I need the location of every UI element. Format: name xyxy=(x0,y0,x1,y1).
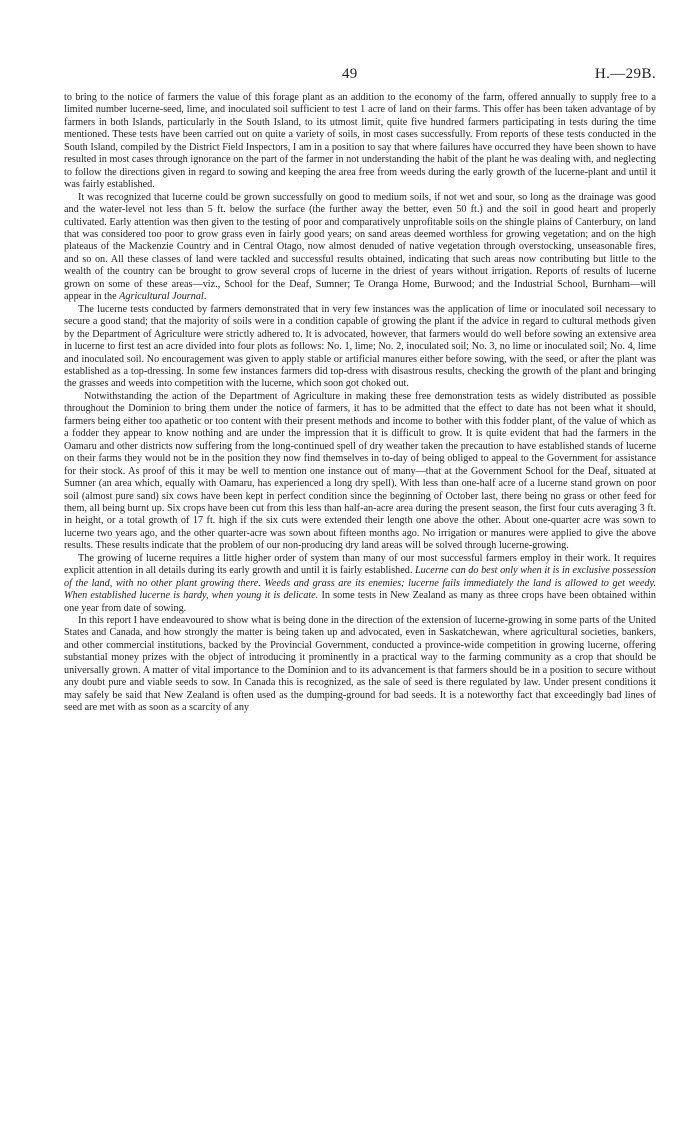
paragraph xyxy=(64,192,656,304)
paragraph-text: Notwithstanding the action of the Department of Agriculture in making these free demonstration tests as widely distributed as possible throughout the Dominion to bring them under the notice of farmers, it has to be admitted that the effect to date has not been what it should, farmers being either too apathetic or too content with their present methods and income to bother with this fodder plant, of the value of which as a fodder they appear to know nothing and are under the impression that it is difficult to grow. It is quite evident that had the farmers in the Oamaru and other districts now suffering from the long-continued spell of dry weather taken the precaution to have established stands of lucerne on their farms they would not be in the position they now find themselves in to-day of being obliged to appeal to the Government for assistance for their stock. As proof of this it may be well to mention one instance out of many—that at the Government School for the Deaf, situated at Sumner (an area which, equally with Oamaru, has experienced a long dry spell). With less than one-half acre of a lucerne stand grown on poor soil (almost pure sand) six cows have been kept in perfect condition since the beginning of October last, there being no grass or other feed for them, all being burnt up. Six crops have been cut from this less than half-an-acre area during the present season, the first four cuts averaging 3 ft. in height, or a total growth of 17 ft. high if the six cuts were extended their length one above the other. About one-quarter acre was sown to lucerne two years ago, and the other quarter-acre was sown about fifteen months ago. No irrigation or manures were applied to give the above results. These results indicate that the problem of our non-producing dry land areas will be solved through lucerne-growing. xyxy=(64,390,656,552)
paragraph xyxy=(64,615,656,715)
paragraph xyxy=(64,304,656,391)
paragraph-text: It was recognized that lucerne could be grown successfully on good to medium soils, if not wet and sour, so long as the drainage was good and the water-level not less than 5 ft. below the surface (the further away the better, even 50 ft.) and the soil in good heart and properly cultivated. Early attention was then given to the testing of poor and comparatively unprofitable soils on the shingle plains of Canterbury, on land that was considered too poor to grow grass even in fairly good years; on sand areas deemed worthless for growing vegetation; and on the high plateaus of the Mackenzie Country and in Central Otago, now almost denuded of native vegetation through overstocking, unseasonable fires, and so on. All these classes of land were tackled and successful results obtained, indicating that such areas now contributing but little to the wealth of the country can be brought to grow several crops of lucerne in the driest of years without irrigation. Reports of results of lucerne grown on some of these areas—viz., School for the Deaf, Sumner; Te Oranga Home, Burwood; and the Industrial School, Burnham—will appear in the xyxy=(64,191,656,303)
paragraph-text: The growing of lucerne requires a little higher order of system than many of our most successful farmers employ in their work. It requires explicit attention in all details during its early growth and until it is fairly established. xyxy=(64,552,656,577)
paragraph-text: The lucerne tests conducted by farmers demonstrated that in very few instances was the application of lime or inoculated soil necessary to secure a good stand; that the majority of soils were in a condition capable of growing the plant if the advice in regard to cultural methods given by the Department of Agriculture were strictly adhered to. It is advocated, however, that farmers would do well before sowing an extensive area in lucerne to first test an acre divided into four plots as follows: No. 1, lime; No. 2, inoculated soil; No. 3, no lime or inoculated soil; No. 4, lime and inoculated soil. No encouragement was given to apply stable or artificial manures either before sowing, with the seed, or after the plant was established as a top-dressing. In some few instances farmers did top-dress with disastrous results, checking the growth of the plant and bringing the grasses and weeds into competition with the lucerne, which soon got choked out. xyxy=(64,303,656,390)
italic-text: Lucerne can do best only when it is in exclusive possession of the land, with no other plant growing there. Weeds and grass are its enemies; lucerne fails immediately the land is allowed to get weedy. When established lucerne is hardy, when young it is delicate. xyxy=(64,565,656,602)
page-number: 49 xyxy=(342,66,358,82)
paragraph-text: . xyxy=(203,291,207,303)
paragraph-text: In this report I have endeavoured to show what is being done in the direction of the extension of lucerne-growing in some parts of the United States and Canada, and how strongly the matter is being taken up and advocated, even in Saskatchewan, where agricultural societies, bankers, and other commercial institutions, backed by the Provincial Government, conducted a province-wide competition in growing lucerne, offering substantial money prizes with the object of introducing it prominently in a practical way to the farming community as a crop that should be universally grown. A matter of vital importance to the Dominion and to its advancement is that farmers should be in a position to secure without any doubt pure and viable seeds to sow. In Canada this is recognized, as the sale of seed is there regulated by law. Under present conditions it may safely be said that New Zealand is often used as the dumping-ground for bad seeds. It is a noteworthy fact that exceedingly bad lines of seed are met with as soon as a scarcity of any xyxy=(64,615,656,714)
paragraph xyxy=(64,391,656,553)
document-reference: H.—29B. xyxy=(594,66,656,82)
document-body xyxy=(64,92,656,715)
document-page xyxy=(64,58,656,1124)
paragraph-text: to bring to the notice of farmers the value of this forage plant as an addition to the economy of the farm, offered annually to supply free to a limited number lucerne-seed, lime, and inoculated soil sufficient to test 1 acre of land on their farms. This offer has been taken advantage of by farmers in both Islands, particularly in the South Island, to its utmost limit, quite five hundred farmers participating in tests during the time mentioned. These tests have been carried out on quite a variety of soils, in most cases successfully. From reports of these tests conducted in the South Island, compiled by the District Field Inspectors, I am in a position to say that where failures have occurred they have been shown to have resulted in most cases through ignorance on the part of the farmer in not understanding the habit of the plant he was dealing with, and neglecting to follow the directions given in regard to sowing and keeping the area free from weeds during the early growth of the lucerne-plant and until it was fairly established. xyxy=(64,92,656,191)
paragraph-text: In some tests in New Zealand as many as three crops have been obtained within one year from date of sowing. xyxy=(64,590,656,614)
paragraph xyxy=(64,92,656,192)
italic-text: Agricultural Journal xyxy=(119,291,204,303)
page-header xyxy=(64,58,656,92)
paragraph xyxy=(64,553,656,615)
